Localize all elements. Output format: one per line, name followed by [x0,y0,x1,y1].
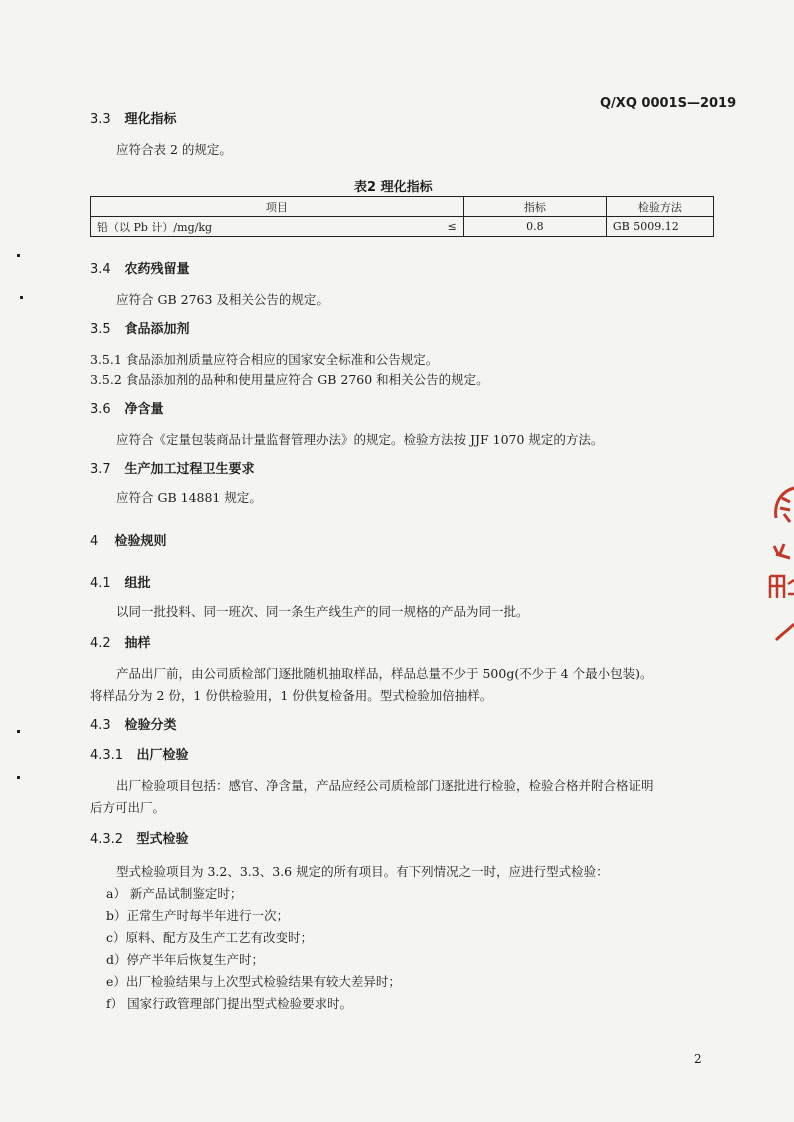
section-4-heading [90,530,167,549]
section-3-4-heading [90,258,190,277]
section-4-3-2-intro: 型式检验项目为 3.2、3.3、3.6 规定的所有项目。有下列情况之一时，应进行型式检验： [116,864,609,879]
section-3-3-heading [90,108,177,127]
margin-speck [17,730,20,733]
section-number: 3.7 [90,462,111,477]
list-item: d）停产半年后恢复生产时； [106,952,265,967]
cell-symbol: ≤ [431,217,464,237]
section-4-1-text: 以同一批投料、同一班次、同一条生产线生产的同一规格的产品为同一批。 [116,604,529,619]
header-item: 项目 [91,197,464,217]
section-4-3-1-line-1: 出厂检验项目包括：感官、净含量，产品应经公司质检部门逐批进行检验，检验合格并附合格证明 [116,778,654,793]
margin-speck [17,254,20,257]
section-number: 4.3.1 [90,748,124,763]
section-3-5-2-text: 3.5.2 食品添加剂的品种和使用量应符合 GB 2760 和相关公告的规定。 [90,372,489,387]
section-3-4-text: 应符合 GB 2763 及相关公告的规定。 [116,292,329,307]
section-number: 3.3 [90,112,111,127]
table-row [91,217,714,237]
section-number: 4 [90,534,99,549]
section-3-5-heading [90,318,190,337]
cell-item: 铅（以 Pb 计）/mg/kg [91,217,431,237]
section-3-6-text: 应符合《定量包装商品计量监督管理办法》的规定。检验方法按 JJF 1070 规定的方法。 [116,432,604,447]
section-title: 型式检验 [136,832,189,847]
section-3-5-1-text: 3.5.1 食品添加剂质量应符合相应的国家安全标准和公告规定。 [90,352,439,367]
section-title: 检验分类 [124,718,177,733]
margin-speck [20,296,23,299]
table-2 [90,196,714,237]
section-3-7-text: 应符合 GB 14881 规定。 [116,490,262,505]
list-item: c）原料、配方及生产工艺有改变时； [106,930,314,945]
list-item: f） 国家行政管理部门提出型式检验要求时。 [106,996,353,1011]
header-method: 检验方法 [606,197,713,217]
section-3-3-text: 应符合表 2 的规定。 [116,142,232,157]
section-title: 农药残留量 [124,262,190,277]
cell-value: 0.8 [463,217,606,237]
table-header-row [91,197,714,217]
section-number: 4.3 [90,718,111,733]
section-4-2-line-1: 产品出厂前，由公司质检部门逐批随机抽取样品，样品总量不少于 500g(不少于 4 个最小包装)。 [116,666,653,681]
section-3-6-heading [90,398,164,417]
section-4-3-heading [90,714,177,733]
section-4-1-heading [90,572,151,591]
margin-speck [17,776,20,779]
section-title: 净含量 [124,402,164,417]
section-title: 组批 [124,576,151,591]
section-4-3-1-line-2: 后方可出厂。 [90,800,166,815]
section-number: 3.6 [90,402,111,417]
section-number: 4.2 [90,636,111,651]
section-4-2-line-2: 将样品分为 2 份，1 份供检验用，1 份供复检备用。型式检验加倍抽样。 [90,688,493,703]
section-title: 生产加工过程卫生要求 [124,462,255,477]
section-number: 4.3.2 [90,832,124,847]
section-4-3-1-heading [90,744,189,763]
section-title: 理化指标 [124,112,177,127]
table-caption: 表2 理化指标 [354,180,433,195]
section-3-7-heading [90,458,255,477]
list-item: b）正常生产时每半年进行一次； [106,908,290,923]
page-number: 2 [694,1052,702,1066]
cell-method: GB 5009.12 [606,217,713,237]
seal-stamp-fragment [754,484,794,644]
section-number: 3.4 [90,262,111,277]
header-index: 指标 [463,197,606,217]
section-title: 食品添加剂 [124,322,190,337]
list-item: a） 新产品试制鉴定时； [106,886,243,901]
section-title: 抽样 [124,636,151,651]
section-4-3-2-heading [90,828,189,847]
section-title: 检验规则 [114,534,167,549]
standard-code: Q/XQ 0001S—2019 [600,96,737,111]
list-item: e）出厂检验结果与上次型式检验结果有较大差异时； [106,974,401,989]
section-number: 3.5 [90,322,111,337]
section-number: 4.1 [90,576,111,591]
section-title: 出厂检验 [136,748,189,763]
section-4-2-heading [90,632,151,651]
